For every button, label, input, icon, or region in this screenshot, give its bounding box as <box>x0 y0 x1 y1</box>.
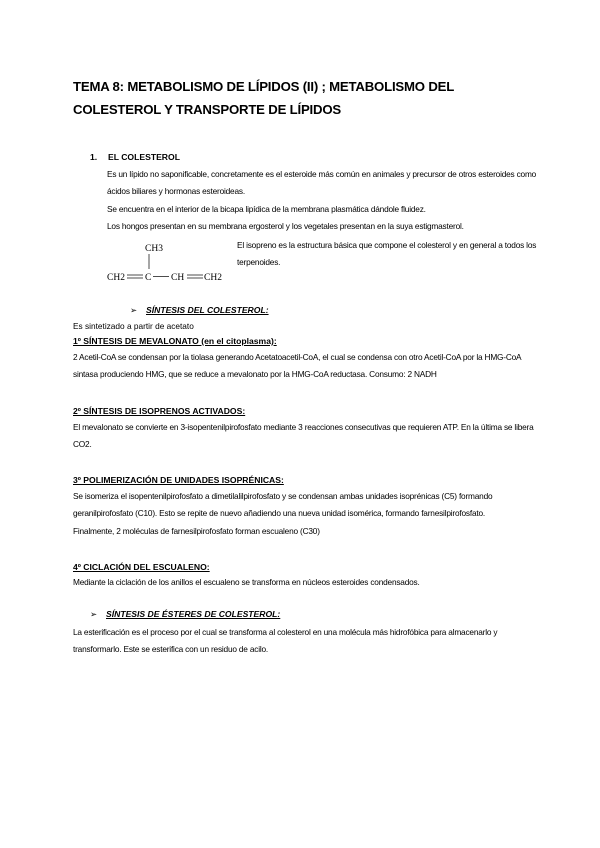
esters-text: La esterificación es el proceso por el cual se transforma al colesterol en una molécula más hidrofóbica para almacenarlo y transformarlo. Este se esterifica con un residuo de acilo. <box>73 627 498 655</box>
step3-heading: 3º POLIMERIZACIÓN DE UNIDADES ISOPRÉNICAS: <box>73 475 284 485</box>
formula-ch-middle: CH <box>171 273 185 283</box>
step1-text: 2 Acetil-CoA se condensan por la tiolasa generando Acetatoacetil-CoA, el cual se condensa con otro Acetil-CoA por la HMG-CoA sintasa produciendo HMG, que se reduce a mevalonato por la HMG-CoA reductasa. Consumo: 2 NADH <box>73 352 521 380</box>
section-number: 1. <box>90 152 98 162</box>
section-heading-colesterol <box>90 152 180 162</box>
synthesis-heading-text: SÍNTESIS DEL COLESTEROL: <box>146 305 269 315</box>
step1-heading: 1º SÍNTESIS DE MEVALONATO (en el citoplasma): <box>73 336 277 346</box>
page-title: TEMA 8: METABOLISMO DE LÍPIDOS (II) ; METABOLISMO DEL COLESTEROL Y TRANSPORTE DE LÍPIDOS <box>73 79 454 117</box>
step3-text-2: Finalmente, 2 moléculas de farnesilpirofosfato forman escualeno (C30) <box>73 526 320 536</box>
formula-c-center: C <box>145 273 152 283</box>
isoprene-note: El isopreno es la estructura básica que compone el colesterol y en general a todos los terpenoides. <box>237 240 537 268</box>
synthesis-heading <box>130 305 269 316</box>
formula-ch3-text: CH3 <box>145 244 163 254</box>
formula-ch3 <box>145 244 163 254</box>
colesterol-paragraph-2: Se encuentra en el interior de la bicapa lipídica de la membrana plasmática dándole fluidez. <box>107 204 426 214</box>
step2-text: El mevalonato se convierte en 3-isopentenilpirofosfato mediante 3 reacciones consecutivas que requieren ATP. En la última se libera CO2. <box>73 422 534 450</box>
arrow-bullet-icon: ➢ <box>130 305 138 315</box>
esters-heading-text: SÍNTESIS DE ÉSTERES DE COLESTEROL: <box>106 609 281 619</box>
synthesis-intro: Es sintetizado a partir de acetato <box>73 321 194 331</box>
formula-ch2-left: CH2 <box>107 273 125 283</box>
step4-heading: 4º CICLACIÓN DEL ESCUALENO: <box>73 562 210 572</box>
colesterol-paragraph-3: Los hongos presentan en su membrana ergosterol y los vegetales presentan en la suya estigmasterol. <box>107 221 464 231</box>
step3-text-1: Se isomeriza el isopentenilpirofosfato a dimetilalilpirofosfato y se condensan ambas unidades isoprénicas (C5) formando geranilpirofosfato (C10). Esto se repite de nuevo añadiendo una nueva unidad isomérica, formando farnesilpirofosfato. <box>73 491 493 519</box>
step2-heading: 2º SÍNTESIS DE ISOPRENOS ACTIVADOS: <box>73 406 246 416</box>
arrow-bullet-icon: ➢ <box>90 609 98 619</box>
step4-text: Mediante la ciclación de los anillos el escualeno se transforma en núcleos esteroides condensados. <box>73 577 420 587</box>
isoprene-formula <box>107 238 232 290</box>
formula-ch2-right: CH2 <box>204 273 222 283</box>
section-title: EL COLESTEROL <box>108 152 180 162</box>
colesterol-paragraph-1: Es un lípido no saponificable, concretamente es el esteroide más común en animales y precursor de otros esteroides como ácidos biliares y hormonas esteroideas. <box>107 169 537 197</box>
esters-heading <box>90 609 280 620</box>
